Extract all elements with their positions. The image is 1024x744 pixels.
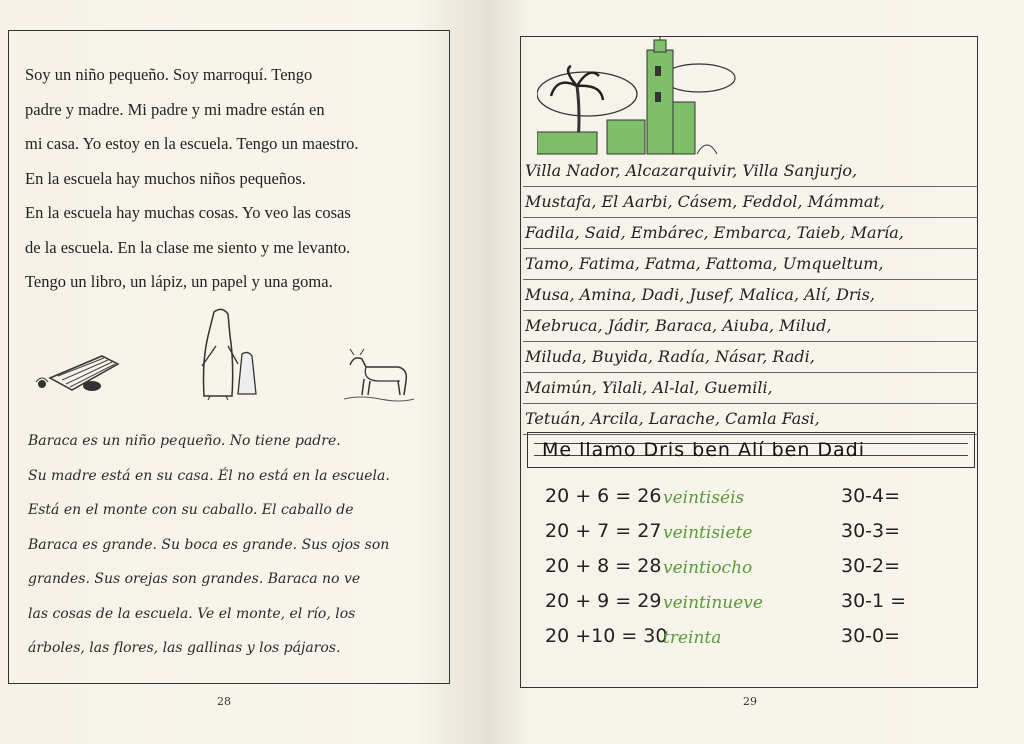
paragraph-line: En la escuela hay muchas cosas. Yo veo las cosas bbox=[25, 203, 351, 222]
subtraction-exercise: 30-2= bbox=[841, 555, 901, 577]
math-row bbox=[545, 590, 965, 625]
cursive-line: Su madre está en su casa. Él no está en la escuela. bbox=[28, 467, 390, 484]
right-page bbox=[487, 0, 1024, 744]
paragraph-line: padre y madre. Mi padre y mi madre están en bbox=[25, 99, 325, 119]
mother-child-figure-icon bbox=[192, 306, 268, 402]
mosque-tower-icon bbox=[537, 36, 737, 158]
names-line: Tetuán, Arcila, Larache, Camla Fasi, bbox=[523, 404, 978, 435]
number-word: veintinueve bbox=[663, 593, 763, 613]
cursive-line: Está en el monte con su caballo. El caballo de bbox=[28, 502, 354, 518]
subtraction-exercise: 30-1 = bbox=[841, 590, 907, 612]
subtraction-exercise: 30-3= bbox=[841, 520, 901, 542]
math-row bbox=[545, 625, 965, 660]
cursive-paragraph bbox=[28, 424, 420, 666]
math-row bbox=[545, 555, 965, 590]
subtraction-exercise: 30-0= bbox=[841, 625, 901, 647]
names-line: Miluda, Buyida, Radía, Násar, Radi, bbox=[523, 342, 978, 373]
number-word: treinta bbox=[663, 628, 722, 648]
addition-equation: 20 + 7 = 27 bbox=[545, 520, 662, 542]
math-exercises bbox=[545, 485, 965, 660]
names-line: Musa, Amina, Dadi, Jusef, Malica, Alí, Dris, bbox=[523, 280, 978, 311]
addition-equation: 20 +10 = 30 bbox=[545, 625, 668, 647]
cursive-line: grandes. Sus orejas son grandes. Baraca no ve bbox=[28, 571, 361, 587]
paragraph-line: Tengo un libro, un lápiz, un papel y una goma. bbox=[25, 272, 333, 291]
addition-equation: 20 + 6 = 26 bbox=[545, 485, 662, 507]
names-line: Mebruca, Jádir, Baraca, Aiuba, Milud, bbox=[523, 311, 978, 342]
names-line: Villa Nador, Alcazarquivir, Villa Sanjurjo, bbox=[523, 156, 978, 187]
names-line: Tamo, Fatima, Fatma, Fattoma, Umqueltum, bbox=[523, 249, 978, 280]
addition-equation: 20 + 9 = 29 bbox=[545, 590, 662, 612]
goat-icon bbox=[340, 345, 416, 403]
page-number: 28 bbox=[217, 695, 231, 708]
names-line: Mustafa, El Aarbi, Cásem, Feddol, Mámmat, bbox=[523, 187, 978, 218]
math-row bbox=[545, 485, 965, 520]
cursive-line: Baraca es un niño pequeño. No tiene padre. bbox=[28, 433, 341, 449]
number-word: veintiocho bbox=[663, 558, 753, 578]
handwriting-practice-box bbox=[527, 432, 975, 468]
math-row bbox=[545, 520, 965, 555]
paragraph-line: de la escuela. En la clase me siento y me levanto. bbox=[25, 237, 351, 257]
names-list bbox=[523, 156, 978, 435]
left-page bbox=[0, 0, 487, 744]
names-line: Fadila, Said, Embárec, Embarca, Taieb, María, bbox=[523, 218, 978, 249]
reading-paragraph bbox=[25, 58, 422, 300]
page-number: 29 bbox=[743, 695, 757, 708]
names-line: Maimún, Yilali, Al-lal, Guemili, bbox=[523, 373, 978, 404]
number-word: veintiséis bbox=[663, 488, 745, 508]
subtraction-exercise: 30-4= bbox=[841, 485, 901, 507]
cursive-line: Baraca es grande. Su boca es grande. Sus ojos son bbox=[28, 536, 390, 553]
number-word: veintisiete bbox=[663, 523, 753, 543]
paragraph-line: Soy un niño pequeño. Soy marroquí. Tengo bbox=[25, 65, 313, 84]
boxed-sentence: Me llamo Dris ben Alí ben Dadi bbox=[542, 439, 866, 461]
cursive-line: las cosas de la escuela. Ve el monte, el río, los bbox=[28, 605, 356, 622]
cursive-line: árboles, las flores, las gallinas y los pájaros. bbox=[28, 640, 341, 656]
paragraph-line: En la escuela hay muchos niños pequeños. bbox=[25, 168, 306, 188]
paragraph-line: mi casa. Yo estoy en la escuela. Tengo un maestro. bbox=[25, 134, 359, 153]
addition-equation: 20 + 8 = 28 bbox=[545, 555, 662, 577]
harp-instrument-icon bbox=[32, 338, 122, 398]
